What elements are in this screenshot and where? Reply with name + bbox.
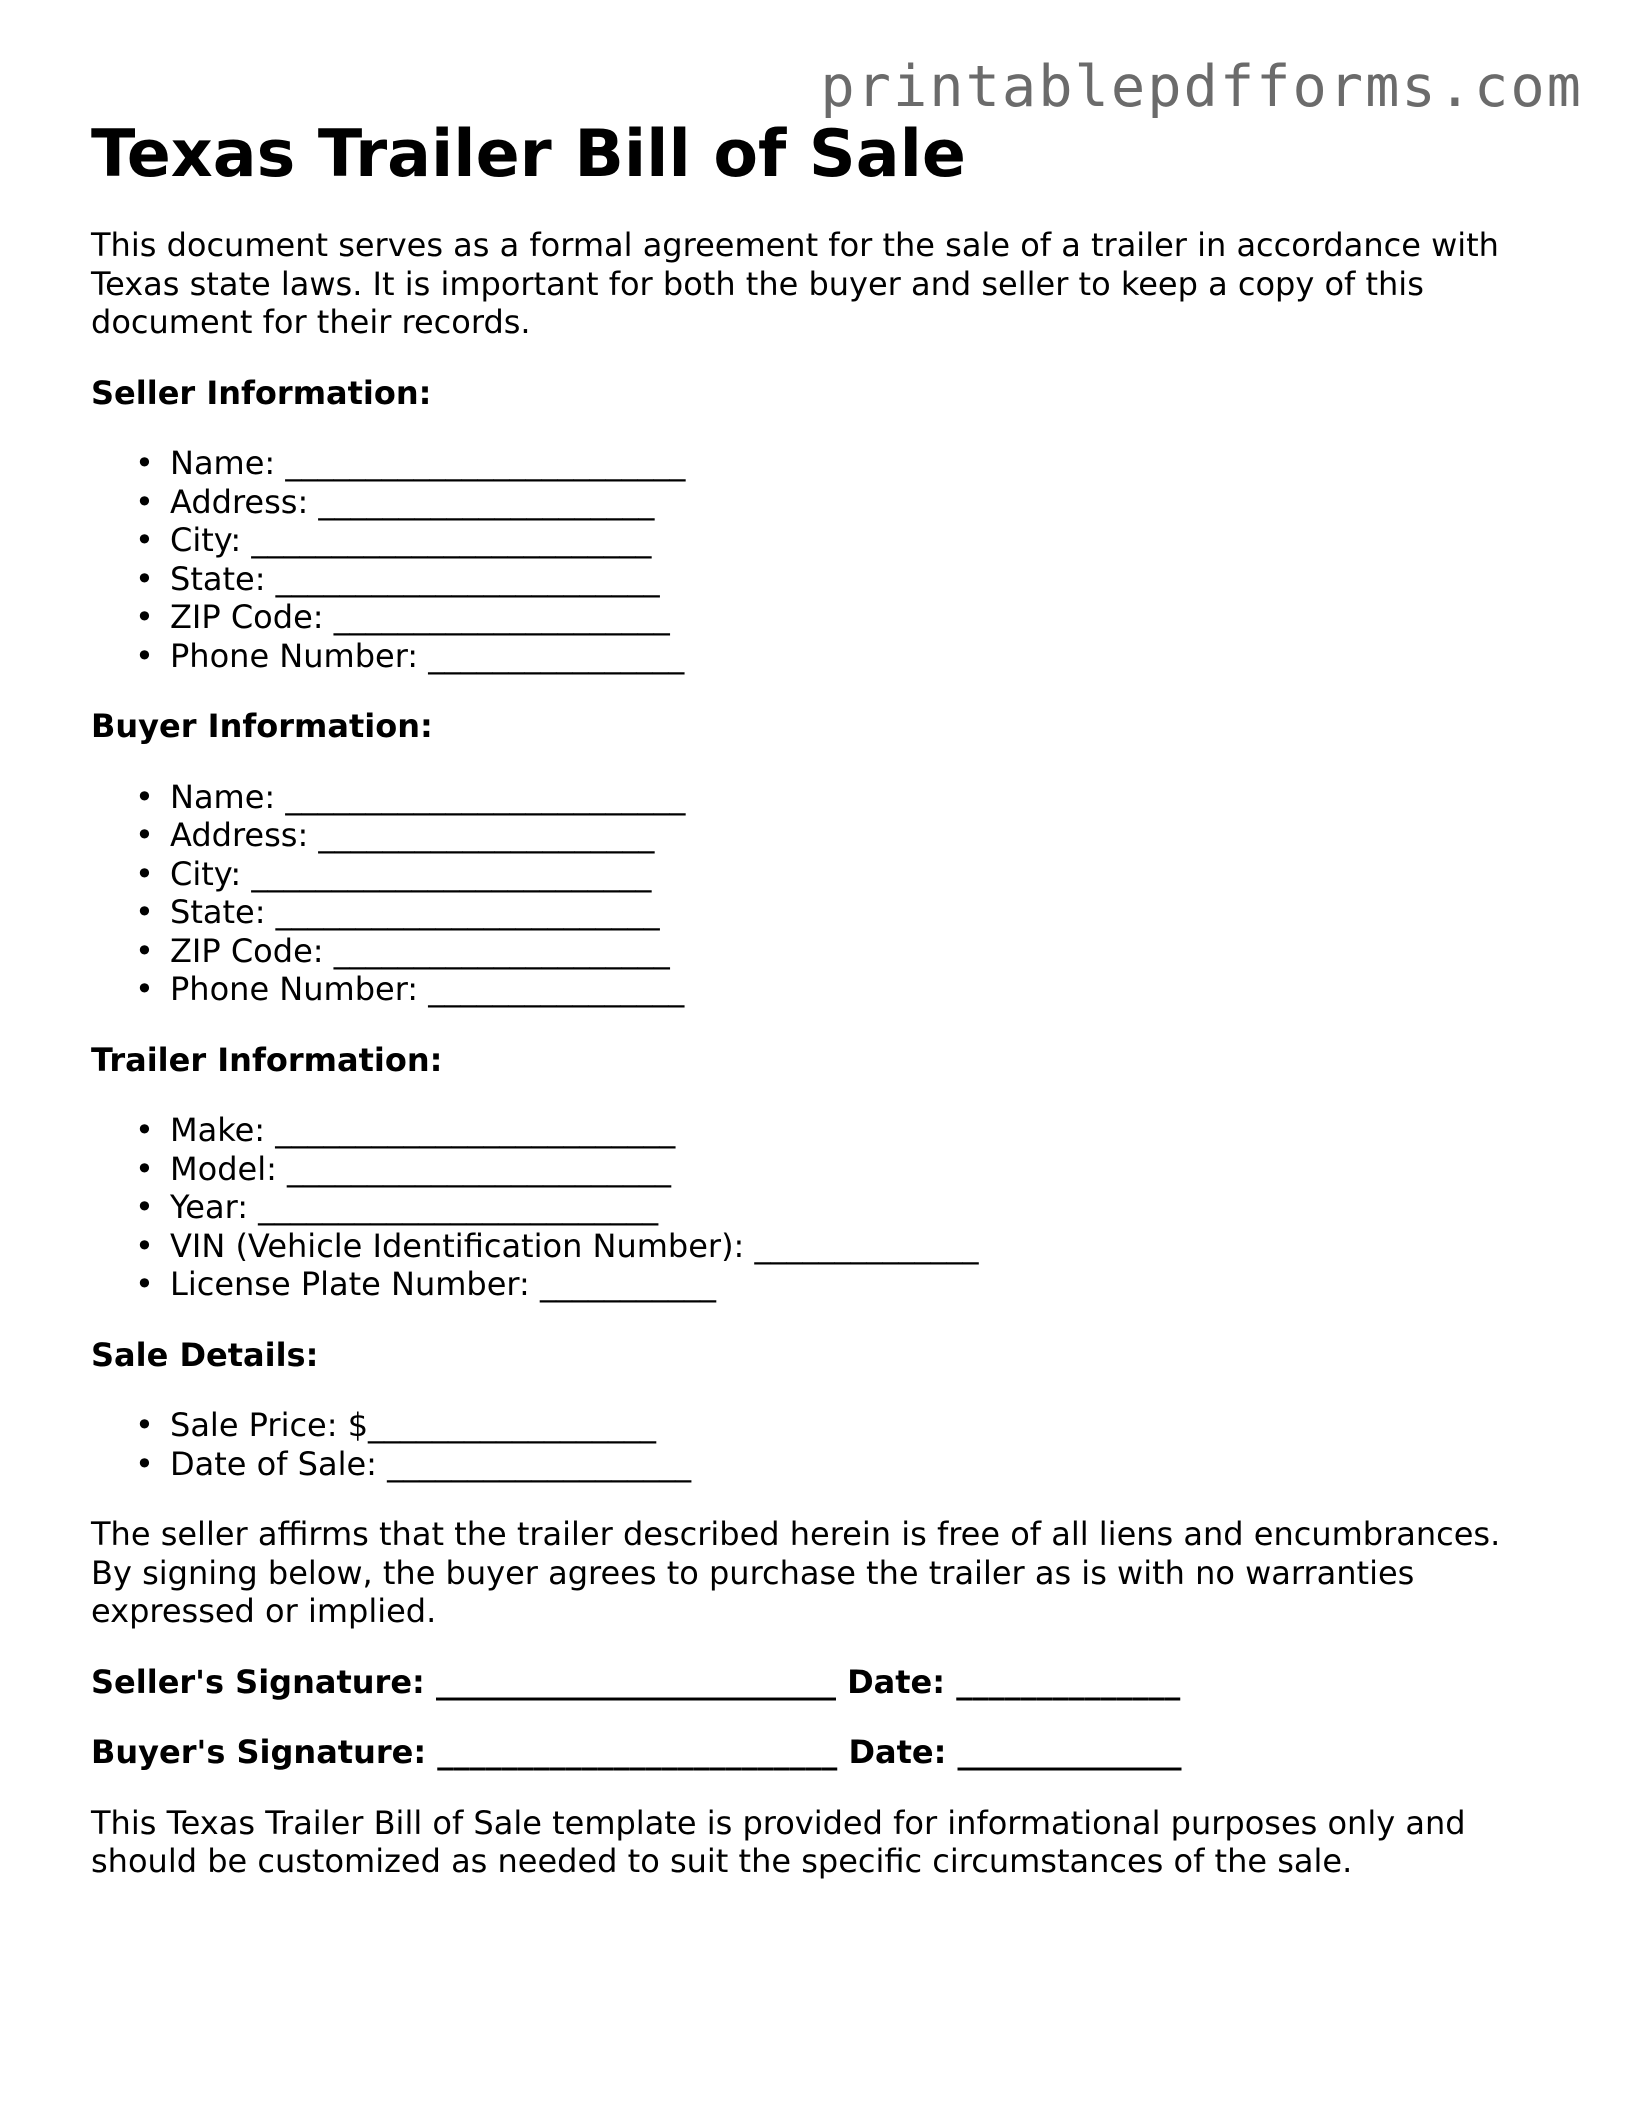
- buyer-phone-field: Phone Number: ________________: [170, 970, 685, 1008]
- seller-address-field: Address: _____________________: [170, 482, 655, 521]
- buyer-name-field: Name: _________________________: [170, 777, 686, 816]
- bullet-icon: •: [135, 854, 154, 893]
- list-item: [135, 560, 1551, 599]
- bullet-icon: •: [135, 893, 154, 931]
- bullet-icon: •: [135, 1111, 154, 1149]
- list-item: [135, 483, 1551, 522]
- bullet-icon: •: [135, 931, 154, 970]
- bullet-icon: •: [135, 1149, 154, 1188]
- bullet-icon: •: [135, 816, 154, 854]
- sale-price-field: Sale Price: $__________________: [170, 1406, 657, 1444]
- buyer-section-heading: Buyer Information:: [91, 707, 433, 745]
- watermark: printablepdfforms.com: [820, 54, 1583, 120]
- buyer-state-field: State: ________________________: [170, 893, 660, 931]
- bullet-icon: •: [135, 1265, 154, 1303]
- list-item: [135, 1445, 1551, 1484]
- bullet-icon: •: [135, 444, 154, 482]
- seller-state-field: State: ________________________: [170, 559, 660, 598]
- trailer-model-field: Model: ________________________: [170, 1149, 672, 1188]
- list-item: [135, 1227, 1551, 1266]
- seller-zip-field: ZIP Code: _____________________: [170, 598, 670, 636]
- trailer-vin-field: VIN (Vehicle Identification Number): ______________: [170, 1226, 979, 1265]
- seller-city-field: City: _________________________: [170, 521, 652, 559]
- bullet-icon: •: [135, 1406, 154, 1444]
- buyer-field-list: [91, 778, 1551, 1009]
- list-item: [135, 816, 1551, 855]
- bullet-icon: •: [135, 521, 154, 559]
- list-item: [135, 932, 1551, 971]
- sale-section-heading: Sale Details:: [91, 1335, 319, 1374]
- list-item: [135, 1265, 1551, 1304]
- trailer-year-field: Year: _________________________: [170, 1188, 659, 1226]
- bullet-icon: •: [135, 1188, 154, 1226]
- list-item: [135, 1150, 1551, 1189]
- trailer-section-heading: Trailer Information:: [91, 1040, 443, 1079]
- buyer-zip-field: ZIP Code: _____________________: [170, 931, 670, 970]
- seller-signature-line: Seller's Signature: _________________________ Date: ______________: [91, 1662, 1181, 1701]
- list-item: [135, 970, 1551, 1009]
- seller-section-heading: Seller Information:: [91, 373, 432, 412]
- list-item: [135, 855, 1551, 894]
- trailer-make-field: Make: _________________________: [170, 1111, 676, 1149]
- sale-field-list: [91, 1406, 1551, 1483]
- bullet-icon: •: [135, 777, 154, 816]
- list-item: [135, 778, 1551, 817]
- bullet-icon: •: [135, 970, 154, 1008]
- list-item: [135, 893, 1551, 932]
- list-item: [135, 598, 1551, 637]
- document-page: [91, 110, 1551, 1881]
- sale-date-field: Date of Sale: ___________________: [170, 1444, 692, 1483]
- buyer-city-field: City: _________________________: [170, 854, 652, 893]
- document-title: Texas Trailer Bill of Sale: [91, 117, 966, 192]
- trailer-field-list: [91, 1111, 1551, 1304]
- bullet-icon: •: [135, 1226, 154, 1265]
- list-item: [135, 444, 1551, 483]
- list-item: [135, 1406, 1551, 1445]
- list-item: [135, 1188, 1551, 1227]
- list-item: [135, 637, 1551, 676]
- bullet-icon: •: [135, 482, 154, 521]
- disclaimer-paragraph: This Texas Trailer Bill of Sale template is provided for informational purposes only and should be customized as needed to suit the specific circumstances of the sale.: [91, 1803, 1466, 1880]
- list-item: [135, 521, 1551, 560]
- bullet-icon: •: [135, 1444, 154, 1483]
- seller-name-field: Name: _________________________: [170, 444, 686, 482]
- list-item: [135, 1111, 1551, 1150]
- bullet-icon: •: [135, 636, 154, 675]
- seller-field-list: [91, 444, 1551, 675]
- bullet-icon: •: [135, 559, 154, 598]
- seller-phone-field: Phone Number: ________________: [170, 636, 685, 675]
- buyer-signature-line: Buyer's Signature: _________________________ Date: ______________: [91, 1733, 1182, 1771]
- trailer-plate-field: License Plate Number: ___________: [170, 1265, 716, 1303]
- bullet-icon: •: [135, 598, 154, 636]
- buyer-address-field: Address: _____________________: [170, 816, 655, 854]
- closing-paragraph: The seller affirms that the trailer described herein is free of all liens and encumbrances. By signing below, the buyer agrees to purchase the trailer as is with no warranties expressed or implied.: [91, 1515, 1501, 1630]
- intro-paragraph: This document serves as a formal agreement for the sale of a trailer in accordance with Texas state laws. It is important for both the buyer and seller to keep a copy of this document for their records.: [91, 226, 1499, 341]
